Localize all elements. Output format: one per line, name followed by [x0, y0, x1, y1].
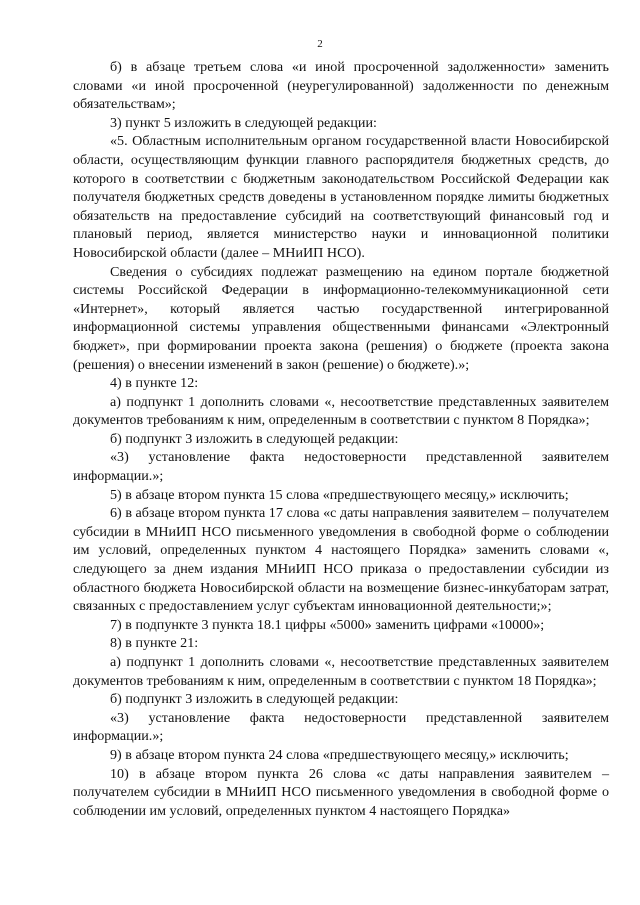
paragraph: 9) в абзаце втором пункта 24 слова «предшествующего месяцу,» исключить;: [110, 746, 569, 763]
paragraph: 5) в абзаце втором пункта 15 слова «предшествующего месяцу,» исключить;: [110, 486, 569, 503]
paragraph: а) подпункт 1 дополнить словами «, несоответствие представленных заявителем документов требованиям к ним, определенным в соответствии с пунктом 8 Порядка»;: [73, 393, 609, 429]
paragraph: 8) в пункте 21:: [110, 635, 199, 652]
paragraph: «3) установление факта недостоверности представленной заявителем информации.»;: [73, 709, 609, 745]
paragraph: 3) пункт 5 изложить в следующей редакции:: [110, 114, 377, 131]
paragraph: б) подпункт 3 изложить в следующей редакции:: [110, 430, 399, 447]
document-body: [73, 58, 609, 820]
paragraph: Сведения о субсидиях подлежат размещению на едином портале бюджетной системы Российской Федерации в информационно-телекоммуникационной сети «Интернет», который является частью государственной интегрированной информационной системы управления общественными финансами «Электронный бюджет», при формировании проекта закона (решения) о бюджете (проекта закона (решения) о внесении изменений в закон (решение) о бюджете).»;: [73, 263, 609, 373]
paragraph: «5. Областным исполнительным органом государственной власти Новосибирской области, осуществляющим функции главного распорядителя бюджетных средств, до которого в соответствии с бюджетным законодательством Российской Федерации как получателя бюджетных средств доведены в установленном порядке лимиты бюджетных обязательств на предоставление субсидий на соответствующий финансовый год и плановый период, является министерство науки и инновационной политики Новосибирской области (далее – МНиИП НСО).: [73, 133, 609, 261]
page-number: 2: [317, 38, 323, 50]
paragraph: «3) установление факта недостоверности представленной заявителем информации.»;: [73, 449, 609, 485]
paragraph: б) подпункт 3 изложить в следующей редакции:: [110, 691, 399, 708]
paragraph: а) подпункт 1 дополнить словами «, несоответствие представленных заявителем документов требованиям к ним, определенным в соответствии с пунктом 18 Порядка»;: [73, 654, 609, 689]
paragraph: 10) в абзаце втором пункта 26 слова «с даты направления заявителем – получателем субсидии в МНиИП НСО письменного уведомления в свободной форме о соблюдении им условий, определенных пунктом 4 настоящего Порядка»: [73, 765, 609, 819]
paragraph: 4) в пункте 12:: [110, 375, 199, 392]
paragraph: 6) в абзаце втором пункта 17 слова «с даты направления заявителем – получателем субсидии в МНиИП НСО письменного уведомления в свободной форме о соблюдении им условий, определенных пунктом 4 настоящего Порядка» заменить словами «, следующего за днем издания МНиИП НСО приказа о предоставлении субсидии из областного бюджета Новосибирской области на возмещение бизнес-инкубаторам затрат, связанных с предоставлением услуг субъектам инновационной деятельности;»;: [73, 505, 609, 615]
paragraph: 7) в подпункте 3 пункта 18.1 цифры «5000» заменить цифрами «10000»;: [110, 616, 545, 633]
paragraph: б) в абзаце третьем слова «и иной просроченной задолженности» заменить словами «и иной просроченной (неурегулированной) задолженности по денежным обязательствам»;: [73, 59, 609, 113]
